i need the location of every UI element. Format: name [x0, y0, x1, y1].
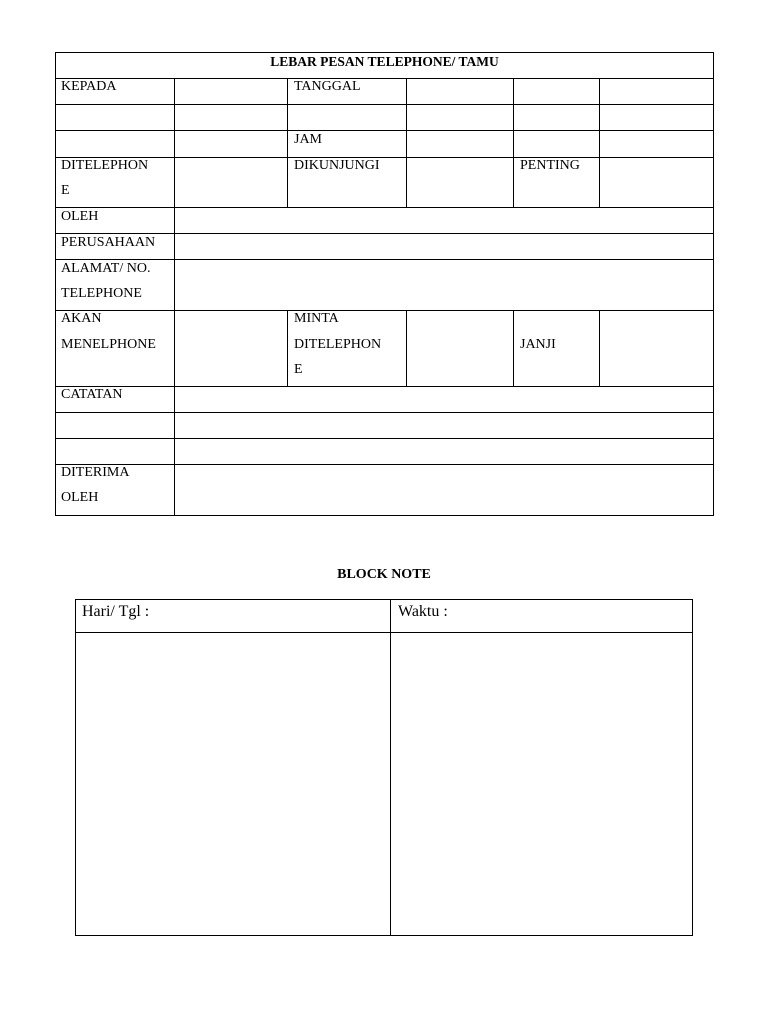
label-janji: JANJI	[520, 337, 556, 352]
table-border	[513, 78, 514, 207]
table-border	[406, 78, 407, 207]
label-minta-3: E	[294, 362, 303, 377]
form-title: LEBAR PESAN TELEPHONE/ TAMU	[270, 54, 499, 69]
label-kepada: KEPADA	[61, 79, 117, 94]
table-border	[287, 78, 288, 207]
table-border	[55, 259, 714, 260]
table-border	[55, 78, 714, 79]
table-border	[75, 599, 693, 600]
label-oleh: OLEH	[61, 209, 99, 224]
label-minta-2: DITELEPHON	[294, 337, 382, 352]
table-border	[55, 157, 714, 158]
table-border	[55, 412, 714, 413]
block-note-title: BLOCK NOTE	[337, 567, 431, 582]
label-ditelephone-2: E	[61, 183, 70, 198]
table-border	[692, 599, 693, 936]
label-alamat-1: ALAMAT/ NO.	[61, 261, 151, 276]
table-border	[75, 599, 76, 936]
label-catatan: CATATAN	[61, 387, 123, 402]
table-border	[599, 78, 600, 207]
table-border	[599, 310, 600, 386]
label-alamat-2: TELEPHONE	[61, 286, 142, 301]
table-border	[55, 207, 714, 208]
label-ditelephone-1: DITELEPHON	[61, 158, 149, 173]
label-minta-1: MINTA	[294, 311, 339, 326]
label-waktu: Waktu :	[398, 603, 448, 620]
table-border	[287, 310, 288, 386]
label-akan-2: MENELPHONE	[61, 337, 156, 352]
table-border	[55, 310, 714, 311]
label-tanggal: TANGGAL	[294, 79, 361, 94]
label-diterima-1: DITERIMA	[61, 465, 130, 480]
table-border	[55, 438, 714, 439]
table-border	[55, 464, 714, 465]
label-penting: PENTING	[520, 158, 580, 173]
table-border	[75, 935, 693, 936]
table-border	[55, 130, 714, 131]
label-akan-1: AKAN	[61, 311, 102, 326]
label-jam: JAM	[294, 132, 323, 147]
table-border	[174, 78, 175, 515]
table-border	[513, 310, 514, 386]
label-perusahaan: PERUSAHAAN	[61, 235, 156, 250]
table-border	[390, 599, 391, 936]
label-diterima-2: OLEH	[61, 490, 99, 505]
table-border	[713, 52, 714, 516]
table-border	[406, 310, 407, 386]
label-dikunjungi: DIKUNJUNGI	[294, 158, 380, 173]
label-hari-tgl: Hari/ Tgl :	[82, 603, 150, 620]
table-border	[55, 515, 714, 516]
table-border	[55, 52, 56, 516]
table-border	[55, 386, 714, 387]
table-border	[75, 632, 693, 633]
table-border	[55, 104, 714, 105]
